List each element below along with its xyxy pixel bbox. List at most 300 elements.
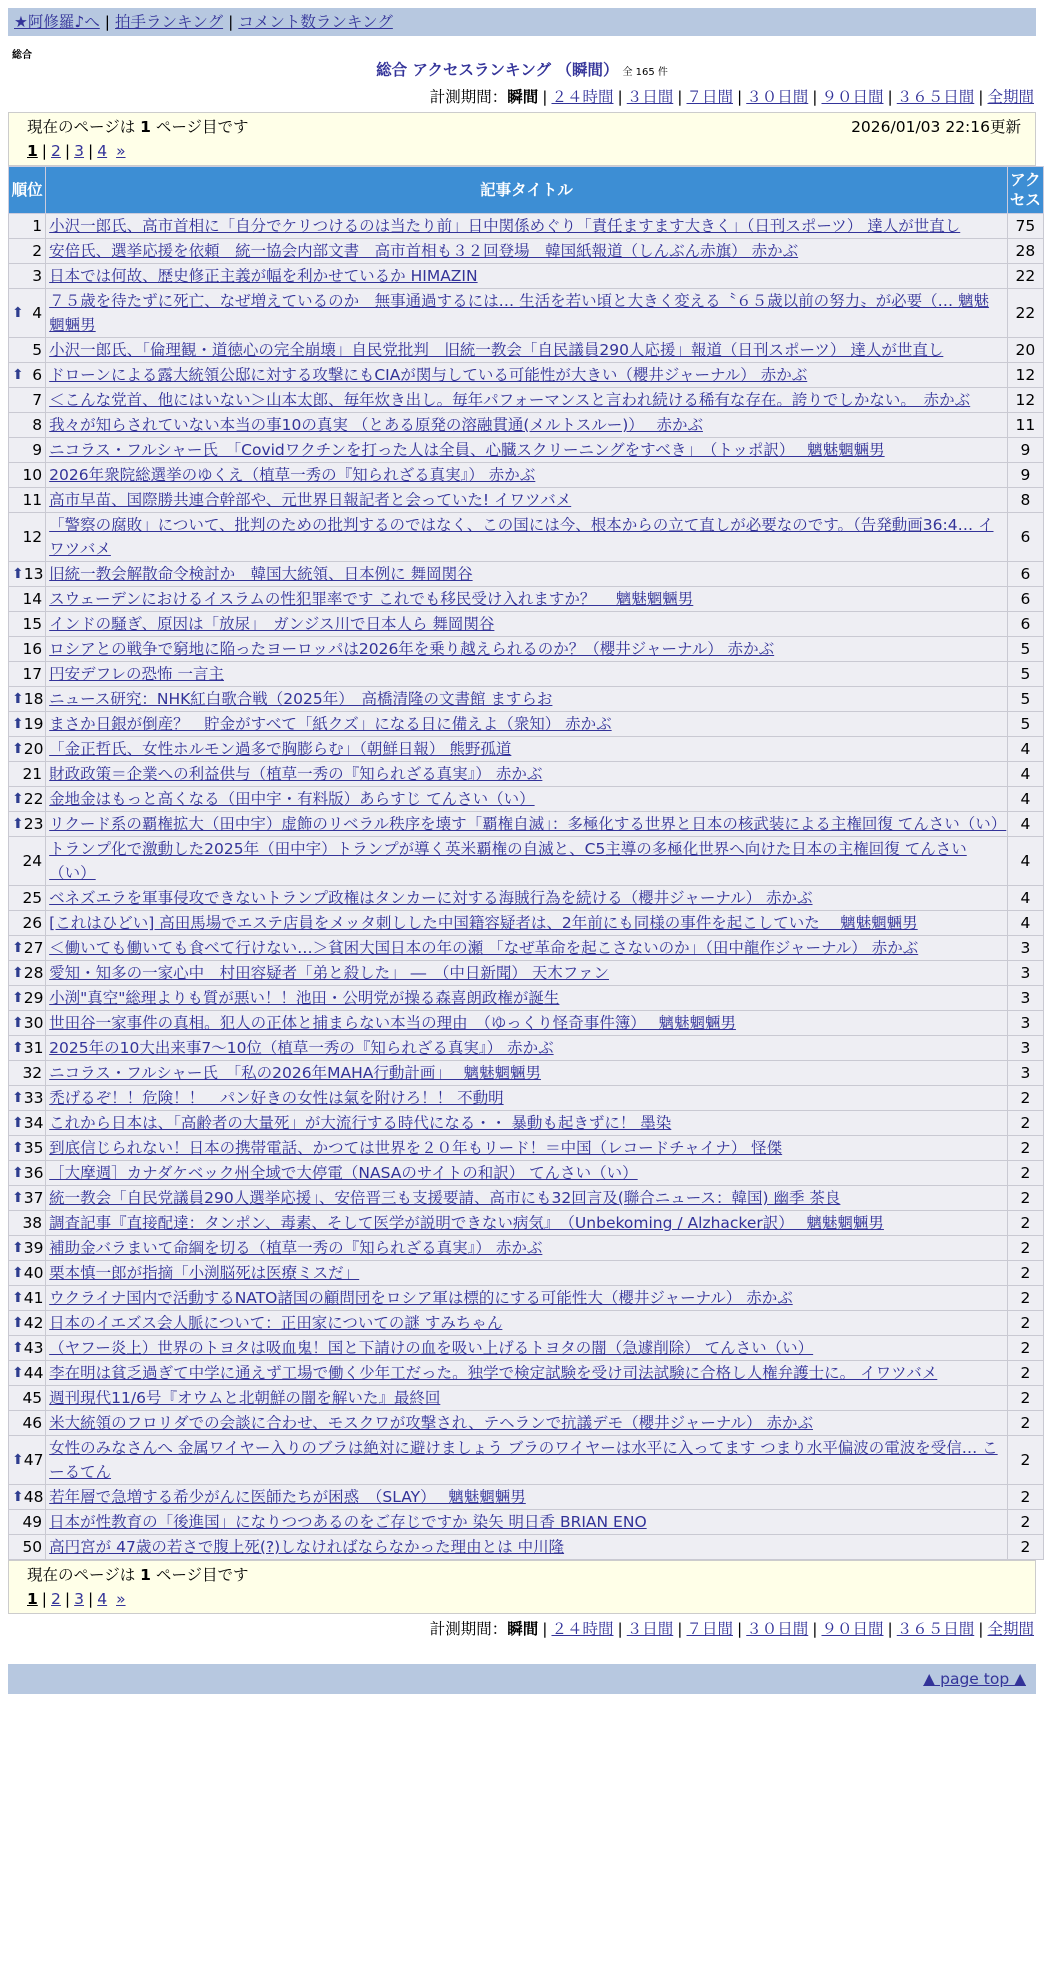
title-cell <box>46 289 1008 338</box>
article-link[interactable]: 調査記事『直接配達：タンポン、毒素、そして医学が説明できない病気』 （Unbekoming / Alzhacker訳） 魑魅魍魎男 <box>49 1214 884 1232</box>
title-cell <box>46 1161 1008 1186</box>
title-cell <box>46 1186 1008 1211</box>
title-cell <box>46 812 1008 837</box>
rank-number: 31 <box>23 1039 44 1057</box>
title-cell <box>46 363 1008 388</box>
rank-cell <box>9 637 46 662</box>
article-link[interactable]: 高円宮が 47歳の若さで腹上死(?)しなければならなかった理由とは 中川隆 <box>49 1538 565 1556</box>
page-number: 1 <box>140 118 151 136</box>
access-count: 4 <box>1007 737 1043 762</box>
ranking-table <box>8 166 1044 1560</box>
article-link[interactable]: 旧統一教会解散命令検討か 韓国大統領、日本例に 舞岡関谷 <box>49 565 473 583</box>
access-count: 4 <box>1007 837 1043 886</box>
rank-cell <box>9 1386 46 1411</box>
article-link[interactable]: スウェーデンにおけるイスラムの性犯罪率です これでも移民受け入れますか？ 魑魅魍魎男 <box>49 590 694 608</box>
access-count: 5 <box>1007 712 1043 737</box>
table-row <box>9 1061 1044 1086</box>
rank-cell <box>9 562 46 587</box>
page-title-text: 総合 アクセスランキング （瞬間） <box>376 61 619 79</box>
access-count: 6 <box>1007 587 1043 612</box>
title-cell <box>46 1086 1008 1111</box>
access-count: 9 <box>1007 438 1043 463</box>
rank-number: 44 <box>23 1364 44 1382</box>
rank-up-arrow-icon: ⬆ <box>12 1290 24 1306</box>
separator: | <box>542 1620 548 1638</box>
article-link[interactable]: 日本では何故、歴史修正主義が幅を利かせているか HIMAZIN <box>49 267 478 285</box>
access-count: 4 <box>1007 886 1043 911</box>
table-row <box>9 1286 1044 1311</box>
rank-number: 18 <box>23 690 44 708</box>
rank-number: 7 <box>32 391 43 409</box>
table-row <box>9 662 1044 687</box>
article-link[interactable]: まさか日銀が倒産？ 貯金がすべて「紙クズ」になる日に備えよ（衆知） 赤かぶ <box>49 715 612 733</box>
rank-number: 41 <box>23 1289 44 1307</box>
article-link[interactable]: 2026年衆院総選挙のゆくえ（植草一秀の『知られざる真実』） 赤かぶ <box>49 466 536 484</box>
title-cell <box>46 463 1008 488</box>
separator: | <box>887 1620 893 1638</box>
title-cell <box>46 1011 1008 1036</box>
rank-up-arrow-icon: ⬆ <box>12 1165 24 1181</box>
table-row <box>9 612 1044 637</box>
rank-cell <box>9 886 46 911</box>
title-cell <box>46 1386 1008 1411</box>
title-cell <box>46 1361 1008 1386</box>
table-row <box>9 1361 1044 1386</box>
table-row <box>9 388 1044 413</box>
period-option-link[interactable]: ３０日間 <box>746 1620 809 1638</box>
article-link[interactable]: 栗本慎一郎が指摘「小渕脳死は医療ミスだ」 <box>49 1264 360 1282</box>
rank-number: 48 <box>23 1488 44 1506</box>
rank-number: 14 <box>22 590 43 608</box>
title-column-header: 記事タイトル <box>46 167 1008 214</box>
title-cell <box>46 587 1008 612</box>
article-link[interactable]: 補助金バラまいて命綱を切る（植草一秀の『知られざる真実』） 赤かぶ <box>49 1239 543 1257</box>
period-option-link[interactable]: ９０日間 <box>821 88 884 106</box>
article-link[interactable]: [これはひどい] 高田馬場でエステ店員をメッタ刺しした中国籍容疑者は、2年前にも同様の事件を起こしていた 魑魅魍魎男 <box>49 914 918 932</box>
period-option-link[interactable]: ３０日間 <box>746 88 809 106</box>
title-cell <box>46 1311 1008 1336</box>
top-nav-bar <box>8 8 1036 36</box>
article-link[interactable]: 金地金はもっと高くなる（田中宇・有料版）あらすじ てんさい（い） <box>49 790 535 808</box>
rank-up-arrow-icon: ⬆ <box>12 305 24 321</box>
article-link[interactable]: 禿げるぞ！！危険！！ パン好きの女性は氣を附けろ！！ 不動明 <box>49 1089 504 1107</box>
rank-cell <box>9 413 46 438</box>
page <box>4 8 1040 1694</box>
table-row <box>9 463 1044 488</box>
title-cell <box>46 837 1008 886</box>
article-link[interactable]: 日本のイエズス会人脈について：正田家についての謎 すみちゃん <box>49 1314 503 1332</box>
title-cell <box>46 1211 1008 1236</box>
separator: | <box>978 1620 984 1638</box>
title-cell <box>46 1411 1008 1436</box>
rank-number: 20 <box>23 740 44 758</box>
access-count: 2 <box>1007 1236 1043 1261</box>
article-link[interactable]: 2025年の10大出来事7～10位（植草一秀の『知られざる真実』） 赤かぶ <box>49 1039 554 1057</box>
access-column-header: アクセス <box>1007 167 1043 214</box>
access-count: 20 <box>1007 338 1043 363</box>
rank-up-arrow-icon: ⬆ <box>12 566 24 582</box>
rank-cell <box>9 1436 46 1485</box>
bottom-bar <box>8 1664 1036 1694</box>
title-cell <box>46 1111 1008 1136</box>
table-row <box>9 1336 1044 1361</box>
clap-ranking-link[interactable]: 拍手ランキング <box>115 13 224 31</box>
access-count: 6 <box>1007 513 1043 562</box>
page-link[interactable]: 2 <box>51 1590 61 1608</box>
title-cell <box>46 338 1008 363</box>
rank-cell <box>9 438 46 463</box>
table-row <box>9 338 1044 363</box>
rank-number: 11 <box>22 491 43 509</box>
article-link[interactable]: これから日本は、「高齢者の大量死」が大流行する時代になる・・ 暴動も起きずに！ 墨染 <box>49 1114 672 1132</box>
rank-number: 17 <box>22 665 43 683</box>
period-label: 計測期間： <box>429 88 508 106</box>
article-link[interactable]: ロシアとの戦争で窮地に陥ったヨーロッパは2026年を乗り越えられるのか？（櫻井ジャーナル） 赤かぶ <box>49 640 775 658</box>
table-row <box>9 886 1044 911</box>
period-option-link[interactable]: ３日間 <box>626 88 674 106</box>
table-row <box>9 239 1044 264</box>
current-page-text <box>27 115 249 139</box>
pager-top <box>8 112 1036 166</box>
access-count: 9 <box>1007 463 1043 488</box>
rank-cell <box>9 264 46 289</box>
separator: | <box>812 88 818 106</box>
period-option-link[interactable]: ７日間 <box>686 88 733 106</box>
rank-cell <box>9 911 46 936</box>
access-count: 3 <box>1007 961 1043 986</box>
rank-up-arrow-icon: ⬆ <box>12 1115 24 1131</box>
rank-number: 26 <box>22 914 43 932</box>
rank-number: 43 <box>23 1339 44 1357</box>
separator: | <box>41 1590 48 1608</box>
access-count: 2 <box>1007 1186 1043 1211</box>
page-number: 1 <box>140 1566 151 1584</box>
separator: | <box>677 88 683 106</box>
page-link[interactable]: 2 <box>51 142 61 160</box>
article-link[interactable]: 「金正哲氏、女性ホルモン過多で胸膨らむ」（朝鮮日報） 熊野孤道 <box>49 740 512 758</box>
rank-up-arrow-icon: ⬆ <box>12 940 24 956</box>
separator: | <box>677 1620 683 1638</box>
rank-up-arrow-icon: ⬆ <box>12 1489 24 1505</box>
title-cell <box>46 737 1008 762</box>
page-title <box>4 58 1040 84</box>
rank-cell <box>9 1485 46 1510</box>
article-link[interactable]: ニュース研究：NHK紅白歌合戦（2025年） 高橋清隆の文書館 ますらお <box>49 690 553 708</box>
title-cell <box>46 1485 1008 1510</box>
rank-number: 29 <box>23 989 44 1007</box>
access-count: 2 <box>1007 1111 1043 1136</box>
access-count: 22 <box>1007 264 1043 289</box>
table-row <box>9 1436 1044 1485</box>
article-link[interactable]: 日本が性教育の「後進国」になりつつあるのをご存じですか 染矢 明日香 BRIAN ENO <box>49 1513 647 1531</box>
rank-cell <box>9 662 46 687</box>
rank-cell <box>9 1036 46 1061</box>
table-row <box>9 587 1044 612</box>
rank-number: 47 <box>23 1451 44 1469</box>
rank-up-arrow-icon: ⬆ <box>12 816 24 832</box>
access-count: 22 <box>1007 289 1043 338</box>
rank-number: 9 <box>32 441 43 459</box>
title-cell <box>46 886 1008 911</box>
rank-number: 4 <box>32 304 43 322</box>
article-link[interactable]: 小沢一郎氏、高市首相に「自分でケリつけるのは当たり前」日中関係めぐり「責任ますます大きく」（日刊スポーツ） 達人が世直し <box>49 217 961 235</box>
article-link[interactable]: （ヤフー炎上）世界のトヨタは吸血鬼！国と下請けの血を吸い上げるトヨタの闇（急遽削除） てんさい（い） <box>49 1339 814 1357</box>
next-page-link[interactable]: » <box>116 142 126 160</box>
rank-number: 34 <box>23 1114 44 1132</box>
table-row <box>9 787 1044 812</box>
title-cell <box>46 787 1008 812</box>
rank-number: 10 <box>22 466 43 484</box>
rank-cell <box>9 1186 46 1211</box>
title-cell <box>46 388 1008 413</box>
title-cell <box>46 1535 1008 1560</box>
rank-number: 25 <box>22 889 43 907</box>
rank-up-arrow-icon: ⬆ <box>12 1190 24 1206</box>
rank-cell <box>9 239 46 264</box>
access-count: 3 <box>1007 1011 1043 1036</box>
rank-up-arrow-icon: ⬆ <box>12 1340 24 1356</box>
article-link[interactable]: ［大摩週］カナダケベック州全域で大停電（NASAのサイトの和訳） てんさい（い） <box>49 1164 638 1182</box>
article-link[interactable]: 円安デフレの恐怖 一言主 <box>49 665 224 683</box>
table-row <box>9 961 1044 986</box>
separator: | <box>88 1590 94 1608</box>
title-cell <box>46 662 1008 687</box>
article-link[interactable]: 週刊現代11/6号『オウムと北朝鮮の闇を解いた』最終回 <box>49 1389 441 1407</box>
article-link[interactable]: ＜働いても働いても食べて行けない…＞貧困大国日本の年の瀬 「なぜ革命を起こさないのか」（田中龍作ジャーナル） 赤かぶ <box>49 939 919 957</box>
period-option-link[interactable]: ７日間 <box>686 1620 733 1638</box>
period-current: 瞬間 <box>507 1620 539 1638</box>
page-prefix: 現在のページは <box>27 118 141 136</box>
rank-cell <box>9 1161 46 1186</box>
page-link[interactable]: 4 <box>97 1590 108 1608</box>
table-row <box>9 637 1044 662</box>
access-count: 2 <box>1007 1361 1043 1386</box>
title-cell <box>46 1336 1008 1361</box>
separator: | <box>887 88 893 106</box>
pager-bottom <box>8 1560 1036 1614</box>
article-link[interactable]: 小沢一郎氏、「倫理観・道徳心の完全崩壊」自民党批判 旧統一教会「自民議員290人応援」報道（日刊スポーツ） 達人が世直し <box>49 341 944 359</box>
page-link[interactable]: 4 <box>97 142 108 160</box>
period-selector <box>4 84 1040 112</box>
table-row <box>9 936 1044 961</box>
table-row <box>9 737 1044 762</box>
table-row <box>9 1136 1044 1161</box>
period-option-link[interactable]: 全期間 <box>987 88 1034 106</box>
rank-cell <box>9 712 46 737</box>
article-link[interactable]: インドの騒ぎ、原因は「放尿」 ガンジス川で日本人ら 舞岡関谷 <box>49 615 495 633</box>
rank-number: 50 <box>22 1538 43 1556</box>
article-link[interactable]: 愛知・知多の一家心中 村田容疑者「弟と殺した」 ― （中日新聞） 天木ファン <box>49 964 609 982</box>
title-cell <box>46 264 1008 289</box>
rank-number: 12 <box>22 528 43 546</box>
article-link[interactable]: ＜こんな党首、他にはいない＞山本太郎、毎年炊き出し。毎年パフォーマンスと言われ続ける稀有な存在。誇りでしかない。 赤かぶ <box>49 391 971 409</box>
page-link[interactable]: 3 <box>74 1590 85 1608</box>
table-row <box>9 1261 1044 1286</box>
table-row <box>9 837 1044 886</box>
rank-up-arrow-icon: ⬆ <box>12 1015 24 1031</box>
rank-number: 38 <box>22 1214 43 1232</box>
rank-up-arrow-icon: ⬆ <box>12 1452 24 1468</box>
article-link[interactable]: 若年層で急増する希少がんに医師たちが困惑 （SLAY） 魑魅魍魎男 <box>49 1488 526 1506</box>
article-link[interactable]: 世田谷一家事件の真相。犯人の正体と捕まらない本当の理由 （ゆっくり怪奇事件簿） 魑魅魍魎男 <box>49 1014 736 1032</box>
table-row <box>9 513 1044 562</box>
article-link[interactable]: 我々が知らされていない本当の事10の真実 （とある原発の溶融貫通(メルトスルー)） 赤かぶ <box>49 416 703 434</box>
title-cell <box>46 1136 1008 1161</box>
rank-number: 6 <box>32 366 43 384</box>
rank-cell <box>9 936 46 961</box>
article-link[interactable]: ニコラス・フルシャー氏 「Covidワクチンを打った人は全員、心臓スクリーニングをすべき」 （トッポ訳） 魑魅魍魎男 <box>49 441 885 459</box>
rank-up-arrow-icon: ⬆ <box>12 791 24 807</box>
rank-number: 27 <box>23 939 44 957</box>
rank-up-arrow-icon: ⬆ <box>12 741 24 757</box>
separator: | <box>64 1590 71 1608</box>
next-page-link[interactable]: » <box>116 1590 126 1608</box>
rank-up-arrow-icon: ⬆ <box>12 716 24 732</box>
access-count: 6 <box>1007 562 1043 587</box>
access-count: 4 <box>1007 787 1043 812</box>
table-row <box>9 1161 1044 1186</box>
access-count: 28 <box>1007 239 1043 264</box>
rank-cell <box>9 1111 46 1136</box>
page-top-link[interactable]: ▲ page top ▲ <box>923 1670 1026 1688</box>
rank-cell <box>9 289 46 338</box>
rank-number: 24 <box>22 852 43 870</box>
title-cell <box>46 1036 1008 1061</box>
rank-cell <box>9 1286 46 1311</box>
table-row <box>9 911 1044 936</box>
comment-ranking-link[interactable]: コメント数ランキング <box>238 13 393 31</box>
article-link[interactable]: ７５歳を待たずに死亡、なぜ増えているのか 無事通過するには… 生活を若い頃と大きく変える〝６５歳以前の努力〟が必要（… 魑魅魍魎男 <box>49 292 990 334</box>
article-link[interactable]: トランプ化で激動した2025年（田中宇）トランプが導く英米覇権の自滅と、C5主導の多極化世界へ向けた日本の主権回復 てんさい（い） <box>49 840 967 882</box>
table-row <box>9 812 1044 837</box>
table-row <box>9 762 1044 787</box>
rank-up-arrow-icon: ⬆ <box>12 367 24 383</box>
separator: | <box>617 88 623 106</box>
period-option-link[interactable]: ２４時間 <box>551 88 614 106</box>
title-cell <box>46 1061 1008 1086</box>
article-link[interactable]: リクード系の覇権拡大（田中宇）虚飾のリベラル秩序を壊す「覇権自滅」：多極化する世界と日本の核武装による主権回復 てんさい（い） <box>49 815 1007 833</box>
access-count: 2 <box>1007 1411 1043 1436</box>
access-count: 8 <box>1007 488 1043 513</box>
article-link[interactable]: 小渕"真空"総理よりも質が悪い！！池田・公明党が操る森喜朗政権が誕生 <box>49 989 560 1007</box>
period-option-link[interactable]: 全期間 <box>987 1620 1034 1638</box>
period-option-link[interactable]: ２４時間 <box>551 1620 614 1638</box>
table-row <box>9 1485 1044 1510</box>
page-suffix: ページ目です <box>150 1566 249 1584</box>
rank-number: 2 <box>32 242 43 260</box>
access-count: 2 <box>1007 1485 1043 1510</box>
period-option-link[interactable]: ９０日間 <box>821 1620 884 1638</box>
table-row <box>9 413 1044 438</box>
article-link[interactable]: 到底信じられない！日本の携帯電話、かつては世界を２０年もリード！＝中国（レコードチャイナ） 怪傑 <box>49 1139 783 1157</box>
page-current: 1 <box>27 142 38 160</box>
rank-up-arrow-icon: ⬆ <box>12 691 24 707</box>
access-count: 2 <box>1007 1086 1043 1111</box>
period-option-link[interactable]: ３日間 <box>626 1620 674 1638</box>
rank-cell <box>9 687 46 712</box>
rank-cell <box>9 1136 46 1161</box>
rank-cell <box>9 1211 46 1236</box>
rank-number: 21 <box>22 765 43 783</box>
rank-number: 30 <box>23 1014 44 1032</box>
title-cell <box>46 438 1008 463</box>
title-cell <box>46 911 1008 936</box>
rank-number: 35 <box>23 1139 44 1157</box>
rank-number: 36 <box>23 1164 44 1182</box>
article-link[interactable]: 安倍氏、選挙応援を依頼 統一協会内部文書 高市首相も３２回登場 韓国紙報道（しんぶん赤旗） 赤かぶ <box>49 242 799 260</box>
page-links <box>27 139 1021 163</box>
rank-cell <box>9 1011 46 1036</box>
rank-cell <box>9 1336 46 1361</box>
article-link[interactable]: ウクライナ国内で活動するNATO諸国の顧問団をロシア軍は標的にする可能性大（櫻井ジャーナル） 赤かぶ <box>49 1289 793 1307</box>
title-cell <box>46 513 1008 562</box>
access-count: 5 <box>1007 662 1043 687</box>
rank-number: 8 <box>32 416 43 434</box>
title-cell <box>46 936 1008 961</box>
article-link[interactable]: 女性のみなさんへ 金属ワイヤー入りのブラは絶対に避けましょう ブラのワイヤーは水平に入ってます つまり水平偏波の電波を受信… こーるてん <box>49 1439 998 1481</box>
access-count: 2 <box>1007 1510 1043 1535</box>
rank-up-arrow-icon: ⬆ <box>12 1315 24 1331</box>
rank-number: 19 <box>23 715 44 733</box>
rank-cell <box>9 388 46 413</box>
rank-cell <box>9 1510 46 1535</box>
period-option-link[interactable]: ３６５日間 <box>896 88 975 106</box>
rank-column-header: 順位 <box>9 167 46 214</box>
rank-up-arrow-icon: ⬆ <box>12 1240 24 1256</box>
rank-cell <box>9 737 46 762</box>
rank-number: 45 <box>22 1389 43 1407</box>
rank-up-arrow-icon: ⬆ <box>12 1090 24 1106</box>
access-count: 2 <box>1007 1286 1043 1311</box>
rank-cell <box>9 1061 46 1086</box>
separator: | <box>64 142 71 160</box>
separator: | <box>542 88 548 106</box>
title-cell <box>46 712 1008 737</box>
rank-number: 22 <box>23 790 44 808</box>
period-option-link[interactable]: ３６５日間 <box>896 1620 975 1638</box>
article-link[interactable]: ニコラス・フルシャー氏 「私の2026年MAHA行動計画」 魑魅魍魎男 <box>49 1064 541 1082</box>
table-row <box>9 438 1044 463</box>
rank-cell <box>9 837 46 886</box>
rank-up-arrow-icon: ⬆ <box>12 1140 24 1156</box>
rank-number: 42 <box>23 1314 44 1332</box>
rank-cell <box>9 762 46 787</box>
rank-cell <box>9 488 46 513</box>
access-count: 4 <box>1007 762 1043 787</box>
total-count: 全 165 件 <box>622 67 668 78</box>
article-link[interactable]: 統一教会「自民党議員290人選挙応援」、安倍晋三も支援要請、高市にも32回言及(聯合ニュース：韓国) 幽季 茶良 <box>49 1189 841 1207</box>
home-link[interactable]: ★阿修羅♪へ <box>14 13 100 31</box>
article-link[interactable]: ベネズエラを軍事侵攻できないトランプ政権はタンカーに対する海賊行為を続ける（櫻井ジャーナル） 赤かぶ <box>49 889 813 907</box>
rank-number: 33 <box>23 1089 44 1107</box>
separator: | <box>88 142 94 160</box>
page-link[interactable]: 3 <box>74 142 85 160</box>
separator: | <box>737 1620 743 1638</box>
rank-number: 23 <box>23 815 44 833</box>
article-link[interactable]: 李在明は貧乏過ぎて中学に通えず工場で働く少年工だった。独学で検定試験を受け司法試験に合格し人権弁護士に。 イワツバメ <box>49 1364 938 1382</box>
rank-cell <box>9 513 46 562</box>
article-link[interactable]: 「警察の腐敗」について、批判のための批判するのではなく、この国には今、根本からの立て直しが必要なのです。（告発動画36:4… イワツバメ <box>49 516 994 558</box>
table-row <box>9 1535 1044 1560</box>
rank-up-arrow-icon: ⬆ <box>12 1040 24 1056</box>
article-link[interactable]: 財政政策＝企業への利益供与（植草一秀の『知られざる真実』） 赤かぶ <box>49 765 543 783</box>
article-link[interactable]: 米大統領のフロリダでの会談に合わせ、モスクワが攻撃され、テヘランで抗議デモ（櫻井ジャーナル） 赤かぶ <box>49 1414 813 1432</box>
rank-number: 32 <box>22 1064 43 1082</box>
title-cell <box>46 1261 1008 1286</box>
rank-cell <box>9 1361 46 1386</box>
article-link[interactable]: 高市早苗、国際勝共連合幹部や、元世界日報記者と会っていた! イワツバメ <box>49 491 572 509</box>
article-link[interactable]: ドローンによる露大統領公邸に対する攻撃にもCIAが関与している可能性が大きい（櫻井ジャーナル） 赤かぶ <box>49 366 808 384</box>
